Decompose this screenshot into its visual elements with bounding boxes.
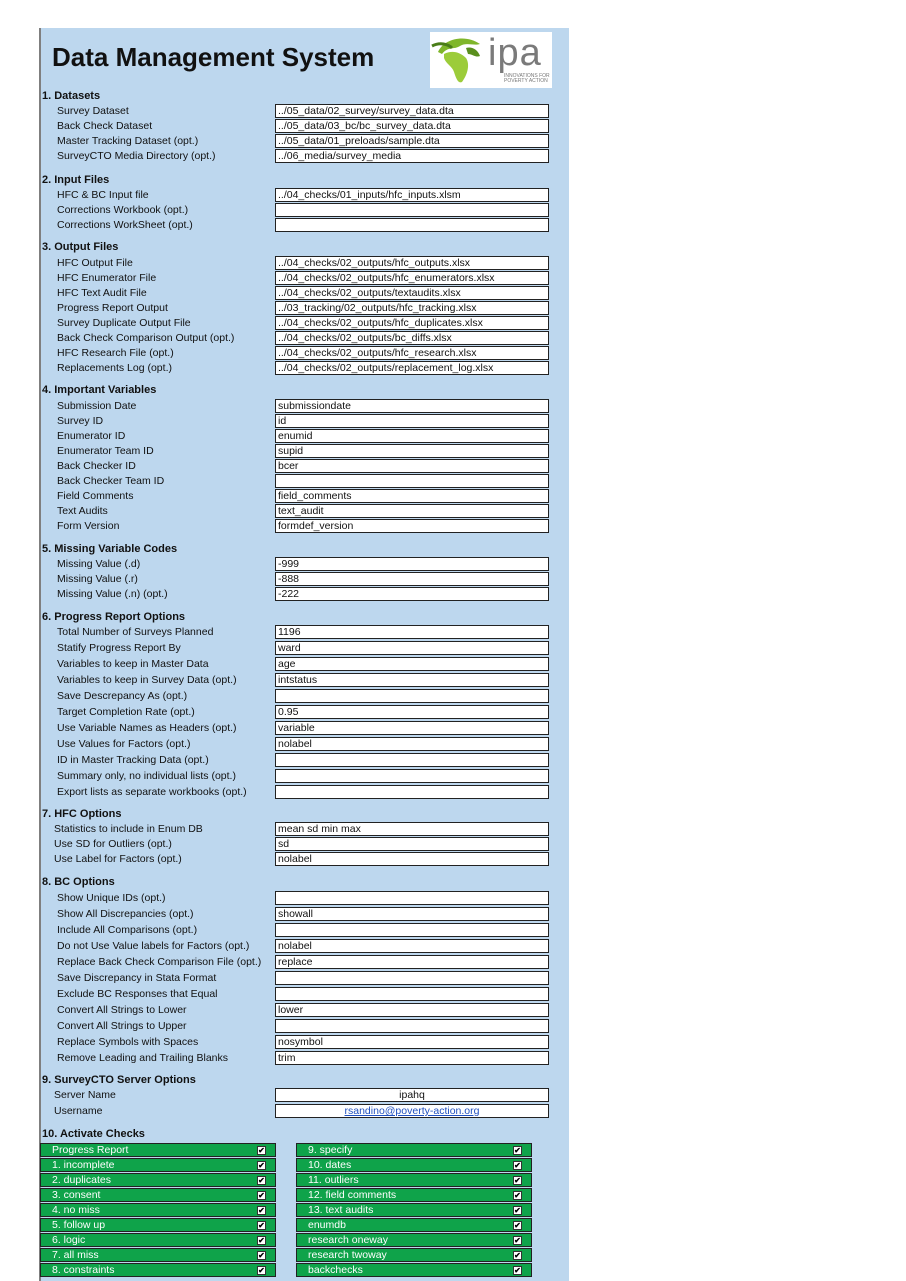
section-title: 9. SurveyCTO Server Options bbox=[42, 1074, 196, 1086]
field-label: Summary only, no individual lists (opt.) bbox=[57, 770, 236, 782]
checkbox-checked-icon[interactable]: ✔ bbox=[258, 1251, 265, 1260]
page-title: Data Management System bbox=[52, 42, 375, 72]
check-row[interactable] bbox=[296, 1203, 532, 1217]
field-label: Include All Comparisons (opt.) bbox=[57, 924, 198, 936]
checkbox-checked-icon[interactable]: ✔ bbox=[514, 1146, 521, 1155]
checkbox-checked-icon[interactable]: ✔ bbox=[258, 1236, 265, 1245]
field-value-input[interactable]: intstatus bbox=[275, 673, 549, 687]
check-row[interactable] bbox=[40, 1218, 276, 1232]
field-label: Missing Value (.n) (opt.) bbox=[57, 588, 168, 600]
sheet-left-border bbox=[39, 28, 41, 1281]
field-label: HFC Research File (opt.) bbox=[57, 347, 174, 359]
field-value-input[interactable]: text_audit bbox=[275, 504, 549, 518]
field-label: Submission Date bbox=[57, 400, 137, 412]
checkbox-checked-icon[interactable]: ✔ bbox=[514, 1206, 521, 1215]
field-value-input[interactable]: nolabel bbox=[275, 939, 549, 953]
check-label: 11. outliers bbox=[308, 1174, 359, 1186]
check-label: 4. no miss bbox=[52, 1204, 100, 1216]
field-value-input[interactable]: ../04_checks/01_inputs/hfc_inputs.xlsm bbox=[275, 188, 549, 202]
field-value-input[interactable] bbox=[275, 1019, 549, 1033]
check-label: 5. follow up bbox=[52, 1219, 106, 1231]
field-value-input[interactable]: submissiondate bbox=[275, 399, 549, 413]
check-label: enumdb bbox=[308, 1219, 346, 1231]
field-value-input[interactable] bbox=[275, 923, 549, 937]
field-value-input[interactable] bbox=[275, 891, 549, 905]
check-row[interactable] bbox=[296, 1143, 532, 1157]
check-label: 1. incomplete bbox=[52, 1159, 115, 1171]
check-row[interactable] bbox=[40, 1173, 276, 1187]
check-row[interactable] bbox=[40, 1248, 276, 1262]
field-label: Back Checker ID bbox=[57, 460, 136, 472]
field-value-input[interactable]: id bbox=[275, 414, 549, 428]
field-label: Replace Symbols with Spaces bbox=[57, 1036, 199, 1048]
field-label: Save Discrepancy in Stata Format bbox=[57, 972, 217, 984]
checkbox-checked-icon[interactable]: ✔ bbox=[258, 1206, 265, 1215]
check-label: 13. text audits bbox=[308, 1204, 374, 1216]
username-link[interactable]: rsandino@poverty-action.org bbox=[344, 1105, 480, 1117]
field-label: Back Check Comparison Output (opt.) bbox=[57, 332, 235, 344]
field-value-input[interactable]: replace bbox=[275, 955, 549, 969]
checkbox-checked-icon[interactable]: ✔ bbox=[258, 1161, 265, 1170]
field-value-input[interactable] bbox=[275, 1104, 549, 1118]
field-label: Missing Value (.r) bbox=[57, 573, 138, 585]
field-value-input[interactable]: variable bbox=[275, 721, 549, 735]
field-value-input[interactable]: -222 bbox=[275, 587, 549, 601]
field-label: Use Values for Factors (opt.) bbox=[57, 738, 191, 750]
field-value-input[interactable]: enumid bbox=[275, 429, 549, 443]
check-row[interactable] bbox=[40, 1233, 276, 1247]
checkbox-checked-icon[interactable]: ✔ bbox=[514, 1236, 521, 1245]
section-title: 4. Important Variables bbox=[42, 384, 157, 396]
check-label: backchecks bbox=[308, 1264, 363, 1276]
field-label: Show All Discrepancies (opt.) bbox=[57, 908, 194, 920]
check-row[interactable] bbox=[296, 1188, 532, 1202]
field-label: Export lists as separate workbooks (opt.) bbox=[57, 786, 247, 798]
check-row[interactable] bbox=[40, 1143, 276, 1157]
field-label: Survey ID bbox=[57, 415, 104, 427]
field-value-input[interactable]: nosymbol bbox=[275, 1035, 549, 1049]
field-value-input[interactable]: bcer bbox=[275, 459, 549, 473]
checkbox-checked-icon[interactable]: ✔ bbox=[258, 1221, 265, 1230]
check-label: Progress Report bbox=[52, 1144, 129, 1156]
field-value-input[interactable]: nolabel bbox=[275, 852, 549, 866]
check-label: 3. consent bbox=[52, 1189, 101, 1201]
field-label: Show Unique IDs (opt.) bbox=[57, 892, 166, 904]
field-value-input[interactable]: formdef_version bbox=[275, 519, 549, 533]
field-label: Variables to keep in Master Data bbox=[57, 658, 209, 670]
section-title: 7. HFC Options bbox=[42, 808, 122, 820]
field-value-input[interactable]: 1196 bbox=[275, 625, 549, 639]
field-label: HFC Output File bbox=[57, 257, 133, 269]
check-label: 10. dates bbox=[308, 1159, 352, 1171]
check-row[interactable] bbox=[40, 1188, 276, 1202]
check-row[interactable] bbox=[296, 1248, 532, 1262]
section-title: 1. Datasets bbox=[42, 90, 101, 102]
check-row[interactable] bbox=[296, 1233, 532, 1247]
ipa-logo bbox=[430, 32, 552, 88]
field-label: Statistics to include in Enum DB bbox=[54, 823, 203, 835]
section-title: 5. Missing Variable Codes bbox=[42, 543, 178, 555]
check-row[interactable] bbox=[296, 1263, 532, 1277]
field-value-input[interactable]: ../03_tracking/02_outputs/hfc_tracking.xlsx bbox=[275, 301, 549, 315]
field-label: Use Variable Names as Headers (opt.) bbox=[57, 722, 237, 734]
field-value-input[interactable]: lower bbox=[275, 1003, 549, 1017]
check-label: 8. constraints bbox=[52, 1264, 115, 1276]
check-label: research twoway bbox=[308, 1249, 387, 1261]
check-label: 6. logic bbox=[52, 1234, 86, 1246]
field-value-input[interactable]: field_comments bbox=[275, 489, 549, 503]
field-label: Text Audits bbox=[57, 505, 108, 517]
field-label: Save Descrepancy As (opt.) bbox=[57, 690, 188, 702]
field-label: Survey Duplicate Output File bbox=[57, 317, 191, 329]
field-label: Exclude BC Responses that Equal bbox=[57, 988, 218, 1000]
logo-text: ipa bbox=[488, 32, 542, 74]
field-label: Progress Report Output bbox=[57, 302, 168, 314]
check-row[interactable] bbox=[40, 1263, 276, 1277]
field-value-input[interactable]: ../04_checks/02_outputs/hfc_outputs.xlsx bbox=[275, 256, 549, 270]
field-label: Do not Use Value labels for Factors (opt.) bbox=[57, 940, 250, 952]
check-label: 12. field comments bbox=[308, 1189, 397, 1201]
field-value-input[interactable]: ../05_data/02_survey/survey_data.dta bbox=[275, 104, 549, 118]
field-label: HFC Enumerator File bbox=[57, 272, 157, 284]
checkbox-checked-icon[interactable]: ✔ bbox=[258, 1191, 265, 1200]
field-label: Statify Progress Report By bbox=[57, 642, 181, 654]
section-title: 8. BC Options bbox=[42, 876, 115, 888]
checkbox-checked-icon[interactable]: ✔ bbox=[514, 1161, 521, 1170]
check-row[interactable] bbox=[296, 1173, 532, 1187]
field-value-input[interactable]: ../04_checks/02_outputs/hfc_research.xlsx bbox=[275, 346, 549, 360]
field-label: SurveyCTO Media Directory (opt.) bbox=[57, 150, 216, 162]
checkbox-checked-icon[interactable]: ✔ bbox=[514, 1266, 521, 1275]
checkbox-checked-icon[interactable]: ✔ bbox=[258, 1266, 265, 1275]
field-label: Server Name bbox=[54, 1089, 116, 1101]
field-label: Use SD for Outliers (opt.) bbox=[54, 838, 172, 850]
check-label: research oneway bbox=[308, 1234, 388, 1246]
field-value-input[interactable]: mean sd min max bbox=[275, 822, 549, 836]
field-label: Replacements Log (opt.) bbox=[57, 362, 172, 374]
field-value-input[interactable]: supid bbox=[275, 444, 549, 458]
field-label: Total Number of Surveys Planned bbox=[57, 626, 214, 638]
field-value-input[interactable]: sd bbox=[275, 837, 549, 851]
check-row[interactable] bbox=[40, 1158, 276, 1172]
field-label: Field Comments bbox=[57, 490, 134, 502]
field-value-input[interactable]: ../05_data/03_bc/bc_survey_data.dta bbox=[275, 119, 549, 133]
check-label: 2. duplicates bbox=[52, 1174, 111, 1186]
field-value-input[interactable]: ../04_checks/02_outputs/bc_diffs.xlsx bbox=[275, 331, 549, 345]
logo-subtitle: INNOVATIONS FOR POVERTY ACTION bbox=[504, 73, 550, 84]
field-label: Use Label for Factors (opt.) bbox=[54, 853, 182, 865]
field-label: Survey Dataset bbox=[57, 105, 129, 117]
field-value-input[interactable]: ../04_checks/02_outputs/hfc_enumerators.xlsx bbox=[275, 271, 549, 285]
field-label: HFC & BC Input file bbox=[57, 189, 149, 201]
checkbox-checked-icon[interactable]: ✔ bbox=[514, 1176, 521, 1185]
field-label: Target Completion Rate (opt.) bbox=[57, 706, 195, 718]
field-label: Master Tracking Dataset (opt.) bbox=[57, 135, 199, 147]
field-value-input[interactable] bbox=[275, 971, 549, 985]
field-value-input[interactable]: -999 bbox=[275, 557, 549, 571]
field-value-input[interactable] bbox=[275, 785, 549, 799]
field-value-input[interactable]: ../05_data/01_preloads/sample.dta bbox=[275, 134, 549, 148]
field-value-input[interactable]: ../04_checks/02_outputs/hfc_duplicates.xlsx bbox=[275, 316, 549, 330]
field-label: Corrections WorkSheet (opt.) bbox=[57, 219, 193, 231]
section-title: 3. Output Files bbox=[42, 241, 119, 253]
field-value-input[interactable] bbox=[275, 474, 549, 488]
globe-icon bbox=[430, 32, 492, 88]
field-value-input[interactable]: ../06_media/survey_media bbox=[275, 149, 549, 163]
section-title: 10. Activate Checks bbox=[42, 1128, 145, 1140]
field-value-input[interactable]: ../04_checks/02_outputs/replacement_log.xlsx bbox=[275, 361, 549, 375]
field-label: Missing Value (.d) bbox=[57, 558, 141, 570]
field-value-input[interactable] bbox=[275, 218, 549, 232]
field-value-input[interactable] bbox=[275, 987, 549, 1001]
check-label: 9. specify bbox=[308, 1144, 353, 1156]
field-value-input[interactable] bbox=[275, 203, 549, 217]
field-label: Username bbox=[54, 1105, 103, 1117]
dms-sheet bbox=[39, 28, 569, 1281]
field-label: Corrections Workbook (opt.) bbox=[57, 204, 189, 216]
checkbox-checked-icon[interactable]: ✔ bbox=[514, 1251, 521, 1260]
field-label: Remove Leading and Trailing Blanks bbox=[57, 1052, 229, 1064]
field-label: Form Version bbox=[57, 520, 120, 532]
check-row[interactable] bbox=[296, 1218, 532, 1232]
checkbox-checked-icon[interactable]: ✔ bbox=[258, 1146, 265, 1155]
field-label: Convert All Strings to Upper bbox=[57, 1020, 187, 1032]
field-value-input[interactable]: -888 bbox=[275, 572, 549, 586]
field-value-input[interactable]: trim bbox=[275, 1051, 549, 1065]
field-value-input[interactable] bbox=[275, 769, 549, 783]
section-title: 2. Input Files bbox=[42, 174, 110, 186]
field-label: Enumerator Team ID bbox=[57, 445, 154, 457]
field-value-input[interactable]: ward bbox=[275, 641, 549, 655]
checkbox-checked-icon[interactable]: ✔ bbox=[514, 1221, 521, 1230]
field-label: Variables to keep in Survey Data (opt.) bbox=[57, 674, 237, 686]
checkbox-checked-icon[interactable]: ✔ bbox=[258, 1176, 265, 1185]
field-value-input[interactable] bbox=[275, 753, 549, 767]
field-label: Back Check Dataset bbox=[57, 120, 153, 132]
field-label: Enumerator ID bbox=[57, 430, 126, 442]
field-label: Back Checker Team ID bbox=[57, 475, 165, 487]
check-label: 7. all miss bbox=[52, 1249, 99, 1261]
field-value-input[interactable]: nolabel bbox=[275, 737, 549, 751]
field-label: ID in Master Tracking Data (opt.) bbox=[57, 754, 209, 766]
field-value-input[interactable]: showall bbox=[275, 907, 549, 921]
checkbox-checked-icon[interactable]: ✔ bbox=[514, 1191, 521, 1200]
field-value-input[interactable]: 0.95 bbox=[275, 705, 549, 719]
check-row[interactable] bbox=[40, 1203, 276, 1217]
field-label: Convert All Strings to Lower bbox=[57, 1004, 187, 1016]
field-value-input[interactable]: ../04_checks/02_outputs/textaudits.xlsx bbox=[275, 286, 549, 300]
section-title: 6. Progress Report Options bbox=[42, 611, 186, 623]
field-value-input[interactable]: ipahq bbox=[275, 1088, 549, 1102]
check-row[interactable] bbox=[296, 1158, 532, 1172]
field-value-input[interactable]: age bbox=[275, 657, 549, 671]
field-value-input[interactable] bbox=[275, 689, 549, 703]
field-label: Replace Back Check Comparison File (opt.) bbox=[57, 956, 262, 968]
field-label: HFC Text Audit File bbox=[57, 287, 147, 299]
